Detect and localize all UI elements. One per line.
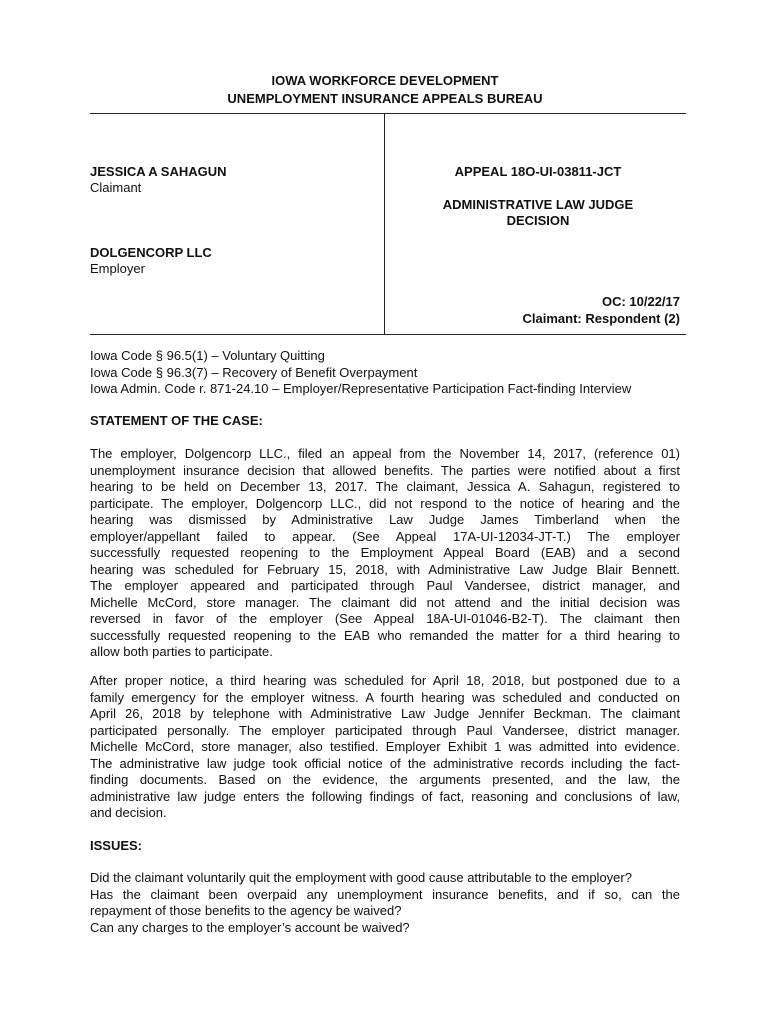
code-citations bbox=[90, 348, 631, 398]
statement-paragraph-2 bbox=[90, 673, 680, 822]
text-line: successfully requested reopening to the Employment Appeal Board (EAB) and a second bbox=[90, 545, 680, 560]
text-line: participate. The employer, Dolgencorp LLC., did not respond to the notice of hearing and the bbox=[90, 495, 680, 511]
header-divider bbox=[90, 113, 686, 114]
issues-list bbox=[90, 870, 680, 936]
caption-divider bbox=[384, 114, 385, 334]
text-line: The employer appeared and participated through Paul Vandersee, district manager, and bbox=[90, 578, 680, 593]
text-line: finding documents. Based on the evidence, the arguments presented, and the law, the bbox=[90, 772, 680, 787]
issues-heading: ISSUES: bbox=[90, 838, 143, 853]
text-line: employer/appellant failed to appear. (See Appeal 17A-UI-12034-JT-T.) The employer bbox=[90, 528, 680, 544]
text-line: reversed in favor of the employer (See Appeal 18A-UI-01046-B2-T). The claimant then bbox=[90, 611, 680, 626]
text-line: hearing was dismissed by Administrative Law Judge James Timberland when the bbox=[90, 512, 680, 527]
text-line: After proper notice, a third hearing was scheduled for April 18, 2018, but postponed due to a bbox=[90, 673, 680, 688]
issue-line: Did the claimant voluntarily quit the employment with good cause attributable to the employer? bbox=[90, 870, 632, 885]
oc-date: OC: 10/22/17 bbox=[601, 294, 680, 309]
bureau-title: UNEMPLOYMENT INSURANCE APPEALS BUREAU bbox=[227, 91, 543, 106]
text-line: unemployment insurance decision that allowed benefits. The parties were notified about a first bbox=[90, 462, 680, 478]
text-line: hearing to be held on December 13, 2017. The claimant, Jessica A. Sahagun, registered to bbox=[90, 479, 680, 494]
appeal-number: APPEAL 18O-UI-03811-JCT bbox=[454, 164, 622, 179]
text-line: successfully requested reopening to the EAB who remanded the matter for a third hearing to bbox=[90, 627, 680, 643]
claimant-status: Claimant: Respondent (2) bbox=[522, 311, 680, 326]
caption-bottom-divider bbox=[90, 334, 686, 335]
claimant-role: Claimant bbox=[90, 180, 142, 195]
text-line: Michelle McCord, store manager, also testified. Employer Exhibit 1 was admitted into evidence. bbox=[90, 739, 680, 754]
text-line: family emergency for the employer witness. A fourth hearing was scheduled and conducted on bbox=[90, 689, 680, 705]
text-line: participated personally. The employer participated through Paul Vandersee, district manager. bbox=[90, 722, 680, 738]
statement-heading: STATEMENT OF THE CASE: bbox=[90, 413, 263, 428]
text-line: The administrative law judge took official notice of the administrative records including the fact- bbox=[90, 755, 680, 771]
agency-title: IOWA WORKFORCE DEVELOPMENT bbox=[271, 73, 499, 88]
code-citation: Iowa Admin. Code r. 871-24.10 – Employer/Representative Participation Fact-finding Interview bbox=[90, 381, 632, 396]
text-line: allow both parties to participate. bbox=[90, 644, 273, 659]
issue-line: repayment of those benefits to the agency be waived? bbox=[90, 903, 402, 918]
text-line: The employer, Dolgencorp LLC., filed an appeal from the November 14, 2017, (reference 01) bbox=[90, 446, 680, 461]
text-line: hearing was scheduled for February 15, 2018, with Administrative Law Judge Blair Bennett. bbox=[90, 561, 680, 577]
issue-line: Can any charges to the employer’s account be waived? bbox=[90, 919, 410, 935]
employer-name: DOLGENCORP LLC bbox=[90, 245, 212, 260]
decision-title-line2: DECISION bbox=[506, 213, 570, 228]
text-line: administrative law judge enters the following findings of fact, reasoning and conclusions of law, bbox=[90, 788, 680, 804]
decision-title-line1: ADMINISTRATIVE LAW JUDGE bbox=[442, 197, 634, 212]
code-citation: Iowa Code § 96.3(7) – Recovery of Benefit Overpayment bbox=[90, 364, 418, 380]
text-line: April 26, 2018 by telephone with Administrative Law Judge Jennifer Beckman. The claimant bbox=[90, 706, 680, 721]
statement-paragraph-1 bbox=[90, 446, 680, 661]
claimant-name: JESSICA A SAHAGUN bbox=[90, 164, 227, 179]
text-line: Michelle McCord, store manager. The claimant did not attend and the initial decision was bbox=[90, 594, 680, 610]
code-citation: Iowa Code § 96.5(1) – Voluntary Quitting bbox=[90, 348, 325, 363]
issue-line: Has the claimant been overpaid any unemployment insurance benefits, and if so, can the bbox=[90, 886, 680, 902]
text-line: and decision. bbox=[90, 805, 167, 820]
employer-role: Employer bbox=[90, 261, 145, 276]
